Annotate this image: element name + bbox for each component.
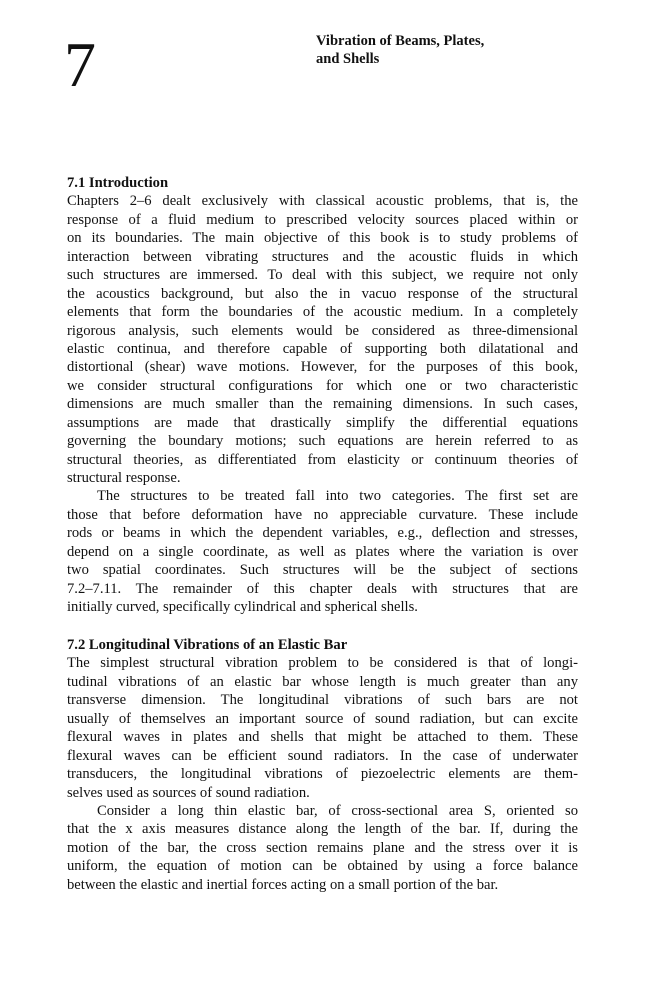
text-line: depend on a single coordinate, as well as plates where the variation is over <box>67 543 578 560</box>
text-line: dimensions are much smaller than the remaining dimensions. In such cases, <box>67 396 578 413</box>
text-line: two spatial coordinates. Such structures will be the subject of sections <box>67 562 578 579</box>
text-line: assumptions are made that drastically simplify the differential equations <box>67 414 578 431</box>
text-line: selves used as sources of sound radiation. <box>67 784 310 801</box>
text-line: The simplest structural vibration problem to be considered is that of longi- <box>67 655 578 672</box>
section-heading: 7.2 Longitudinal Vibrations of an Elastic Bar <box>67 637 348 653</box>
text-line: interaction between vibrating structures and the acoustic fluids in which <box>67 248 578 265</box>
text-line: the acoustics background, but also the in vacuo response of the structural <box>67 285 578 302</box>
text-line: between the elastic and inertial forces acting on a small portion of the bar. <box>67 876 499 893</box>
text-line: we consider structural configurations for which one or two characteristic <box>67 377 578 394</box>
text-line: 7.2–7.11. The remainder of this chapter deals with structures that are <box>67 580 578 597</box>
text-line: transverse dimension. The longitudinal vibrations of such bars are not <box>67 692 578 709</box>
text-line: structural response. <box>67 470 181 486</box>
text-line: rods or beams in which the dependent variables, e.g., deflection and stresses, <box>67 525 578 542</box>
text-line: tudinal vibrations of an elastic bar whose length is much greater than any <box>67 673 578 690</box>
text-line: Chapters 2–6 dealt exclusively with classical acoustic problems, that is, the <box>67 193 578 210</box>
section-heading: 7.1 Introduction <box>67 175 169 191</box>
chapter-title-line: and Shells <box>316 51 380 67</box>
text-line: flexural waves in plates and shells that might be attached to them. These <box>67 729 578 746</box>
text-line: Consider a long thin elastic bar, of cross-sectional area S, oriented so <box>97 802 578 819</box>
text-line: distortional (shear) wave motions. However, for the purposes of this book, <box>67 359 578 376</box>
text-line: uniform, the equation of motion can be obtained by using a force balance <box>67 858 578 875</box>
chapter-title <box>316 32 484 68</box>
text-line: that the x axis measures distance along the length of the bar. If, during the <box>67 821 578 838</box>
text-line: motion of the bar, the cross section remains plane and the stress over it is <box>67 839 578 856</box>
text-line: usually of themselves an important source of sound radiation, but can excite <box>67 710 578 727</box>
text-line: such structures are immersed. To deal with this subject, we require not only <box>67 267 578 284</box>
text-line: The structures to be treated fall into two categories. The first set are <box>97 488 578 505</box>
text-line: flexural waves can be efficient sound radiators. In the case of underwater <box>67 747 578 764</box>
text-line: on its boundaries. The main objective of this book is to study problems of <box>67 230 578 247</box>
text-line: governing the boundary motions; such equations are herein referred to as <box>67 433 578 450</box>
text-line: elements that form the boundaries of the acoustic medium. In a completely <box>67 304 578 321</box>
text-line: response of a fluid medium to prescribed velocity sources placed within or <box>67 211 578 228</box>
chapter-number: 7 <box>64 29 96 100</box>
text-line: initially curved, specifically cylindrical and spherical shells. <box>67 599 418 616</box>
text-line: elastic continua, and therefore capable of supporting both dilatational and <box>67 340 578 357</box>
text-line: transducers, the longitudinal vibrations of piezoelectric elements are them- <box>67 766 578 783</box>
chapter-title-line: Vibration of Beams, Plates, <box>316 33 485 49</box>
text-line: structural theories, as differentiated from elasticity or continuum theories of <box>67 451 578 468</box>
section-longitudinal-vibrations <box>67 636 578 894</box>
section-introduction <box>67 174 578 617</box>
text-line: those that before deformation have no appreciable curvature. These include <box>67 506 578 523</box>
text-line: rigorous analysis, such elements would be considered as three-dimensional <box>67 322 578 339</box>
